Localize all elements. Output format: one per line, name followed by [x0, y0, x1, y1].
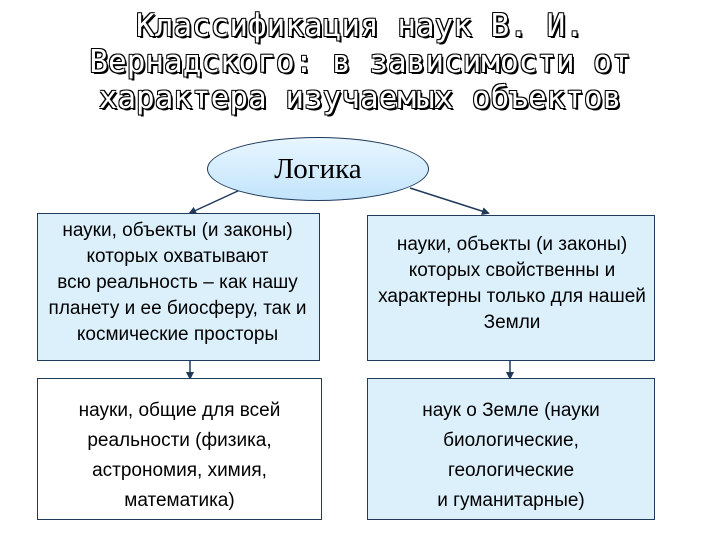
top-left-box-text: науки, объекты (и законы) которых охватывают всю реальность – как нашу планету и ее биосферу, так и космические просторы	[48, 220, 307, 345]
center-label: Логика	[274, 152, 362, 185]
arrow-to-left-box	[190, 190, 240, 213]
bottom-left-box-text: науки, общие для всей реальности (физика, астрономия, химия, математика)	[78, 400, 281, 511]
top-right-box-text: науки, объекты (и законы) которых свойственны и характерны только для нашей Земли	[378, 234, 646, 333]
title-line-3: характера изучаемых объектов	[98, 80, 622, 116]
bottom-right-box-text: наук о Земле (науки биологические, геологические и гуманитарные)	[422, 400, 600, 511]
arrow-to-right-box	[410, 188, 488, 213]
title-line-2: Вернадского: в зависимости от	[89, 44, 631, 80]
center-ellipse	[207, 137, 429, 201]
title-line-1: Классификация наук В. И.	[136, 8, 584, 44]
